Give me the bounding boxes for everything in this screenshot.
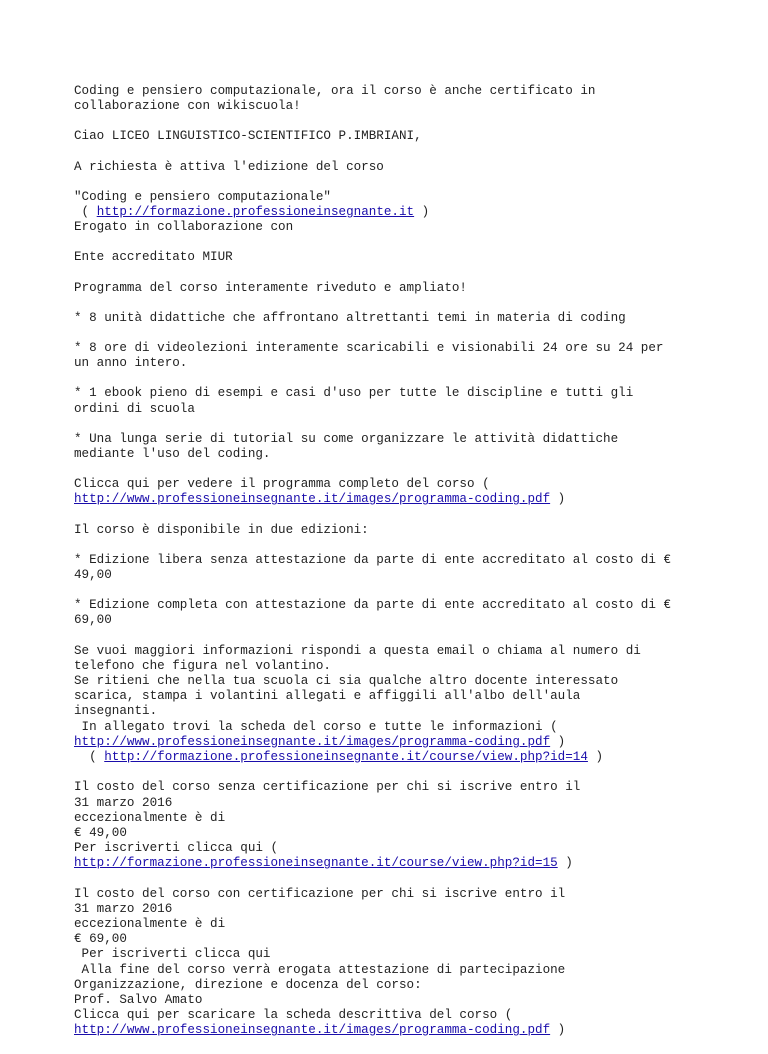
paragraph <box>74 386 714 416</box>
text-line: A richiesta è attiva l'edizione del corso <box>74 159 384 174</box>
paragraph <box>74 129 714 144</box>
text-line: http://formazione.professioneinsegnante.it/course/view.php?id=15 ) <box>74 856 573 871</box>
text-line: Prof. Salvo Amato <box>74 992 203 1007</box>
email-body <box>74 84 714 1054</box>
text-line: http://www.professioneinsegnante.it/images/programma-coding.pdf ) <box>74 734 566 749</box>
text-line: 49,00 <box>74 568 112 583</box>
text-line: http://www.professioneinsegnante.it/images/programma-coding.pdf ) <box>74 492 566 507</box>
url-link[interactable]: http://formazione.professioneinsegnante.it/course/view.php?id=15 <box>74 856 558 871</box>
text-line: eccezionalmente è di <box>74 810 226 825</box>
text-line: Clicca qui per vedere il programma completo del corso ( <box>74 477 490 492</box>
text-line: Se ritieni che nella tua scuola ci sia qualche altro docente interessato <box>74 674 619 689</box>
text-line: "Coding e pensiero computazionale" <box>74 189 331 204</box>
paragraph <box>74 553 714 583</box>
text-line: scarica, stampa i volantini allegati e affiggili all'albo dell'aula <box>74 689 581 704</box>
text-line: * 8 unità didattiche che affrontano altrettanti temi in materia di coding <box>74 310 626 325</box>
text-line: Erogato in collaborazione con <box>74 220 294 235</box>
text-line: collaborazione con wikiscuola! <box>74 99 301 114</box>
text-line: Programma del corso interamente riveduto e ampliato! <box>74 280 467 295</box>
text-line: € 69,00 <box>74 932 127 947</box>
text-line: Coding e pensiero computazionale, ora il corso è anche certificato in <box>74 84 596 98</box>
text-line: Se vuoi maggiori informazioni rispondi a questa email o chiama al numero di <box>74 643 641 658</box>
url-link[interactable]: http://formazione.professioneinsegnante.it/course/view.php?id=14 <box>104 750 588 765</box>
paragraph <box>74 598 714 628</box>
text-line: ( http://formazione.professioneinsegnante.it/course/view.php?id=14 ) <box>74 750 604 765</box>
text-line: Alla fine del corso verrà erogata attestazione di partecipazione <box>74 962 566 977</box>
url-link[interactable]: http://www.professioneinsegnante.it/images/programma-coding.pdf <box>74 1023 551 1038</box>
text-line: ordini di scuola <box>74 401 195 416</box>
text-line: Il corso è disponibile in due edizioni: <box>74 522 369 537</box>
text-line: * Edizione completa con attestazione da parte di ente accreditato al costo di € <box>74 598 672 613</box>
paragraph <box>74 341 714 371</box>
paragraph <box>74 190 714 236</box>
text-line: In allegato trovi la scheda del corso e tutte le informazioni ( <box>74 719 558 734</box>
paragraph <box>74 311 714 326</box>
paragraph <box>74 780 714 871</box>
paragraph <box>74 432 714 462</box>
paragraph <box>74 281 714 296</box>
text-line: * 1 ebook pieno di esempi e casi d'uso per tutte le discipline e tutti gli <box>74 386 634 401</box>
paragraph <box>74 250 714 265</box>
text-line: Il costo del corso con certificazione per chi si iscrive entro il <box>74 886 566 901</box>
text-line: € 49,00 <box>74 825 127 840</box>
url-link[interactable]: http://www.professioneinsegnante.it/images/programma-coding.pdf <box>74 734 551 749</box>
text-line: Per iscriverti clicca qui ( <box>74 841 279 856</box>
text-line: 31 marzo 2016 <box>74 901 173 916</box>
text-line: ( http://formazione.professioneinsegnante.it ) <box>74 205 430 220</box>
paragraph <box>74 477 714 507</box>
text-line: * Una lunga serie di tutorial su come organizzare le attività didattiche <box>74 431 619 446</box>
text-line: Il costo del corso senza certificazione per chi si iscrive entro il <box>74 780 581 795</box>
text-line: Per iscriverti clicca qui <box>74 947 271 962</box>
paragraph <box>74 160 714 175</box>
paragraph <box>74 84 714 114</box>
text-line: un anno intero. <box>74 356 188 371</box>
text-line: http://www.professioneinsegnante.it/images/programma-coding.pdf ) <box>74 1023 566 1038</box>
text-line: Clicca qui per scaricare la scheda descrittiva del corso ( <box>74 1008 513 1023</box>
text-line: mediante l'uso del coding. <box>74 447 271 462</box>
text-line: Ente accreditato MIUR <box>74 250 233 265</box>
text-line: eccezionalmente è di <box>74 916 226 931</box>
text-line: * Edizione libera senza attestazione da parte di ente accreditato al costo di € <box>74 552 672 567</box>
url-link[interactable]: http://www.professioneinsegnante.it/images/programma-coding.pdf <box>74 492 551 507</box>
text-line: Ciao LICEO LINGUISTICO-SCIENTIFICO P.IMBRIANI, <box>74 129 422 144</box>
text-line: 31 marzo 2016 <box>74 795 173 810</box>
url-link[interactable]: http://formazione.professioneinsegnante.it <box>96 205 415 220</box>
paragraph <box>74 523 714 538</box>
paragraph <box>74 887 714 1039</box>
text-line: insegnanti. <box>74 704 158 719</box>
text-line: Organizzazione, direzione e docenza del corso: <box>74 977 422 992</box>
text-line: telefono che figura nel volantino. <box>74 658 331 673</box>
text-line: 69,00 <box>74 613 112 628</box>
paragraph <box>74 644 714 766</box>
text-line: * 8 ore di videolezioni interamente scaricabili e visionabili 24 ore su 24 per <box>74 341 664 356</box>
